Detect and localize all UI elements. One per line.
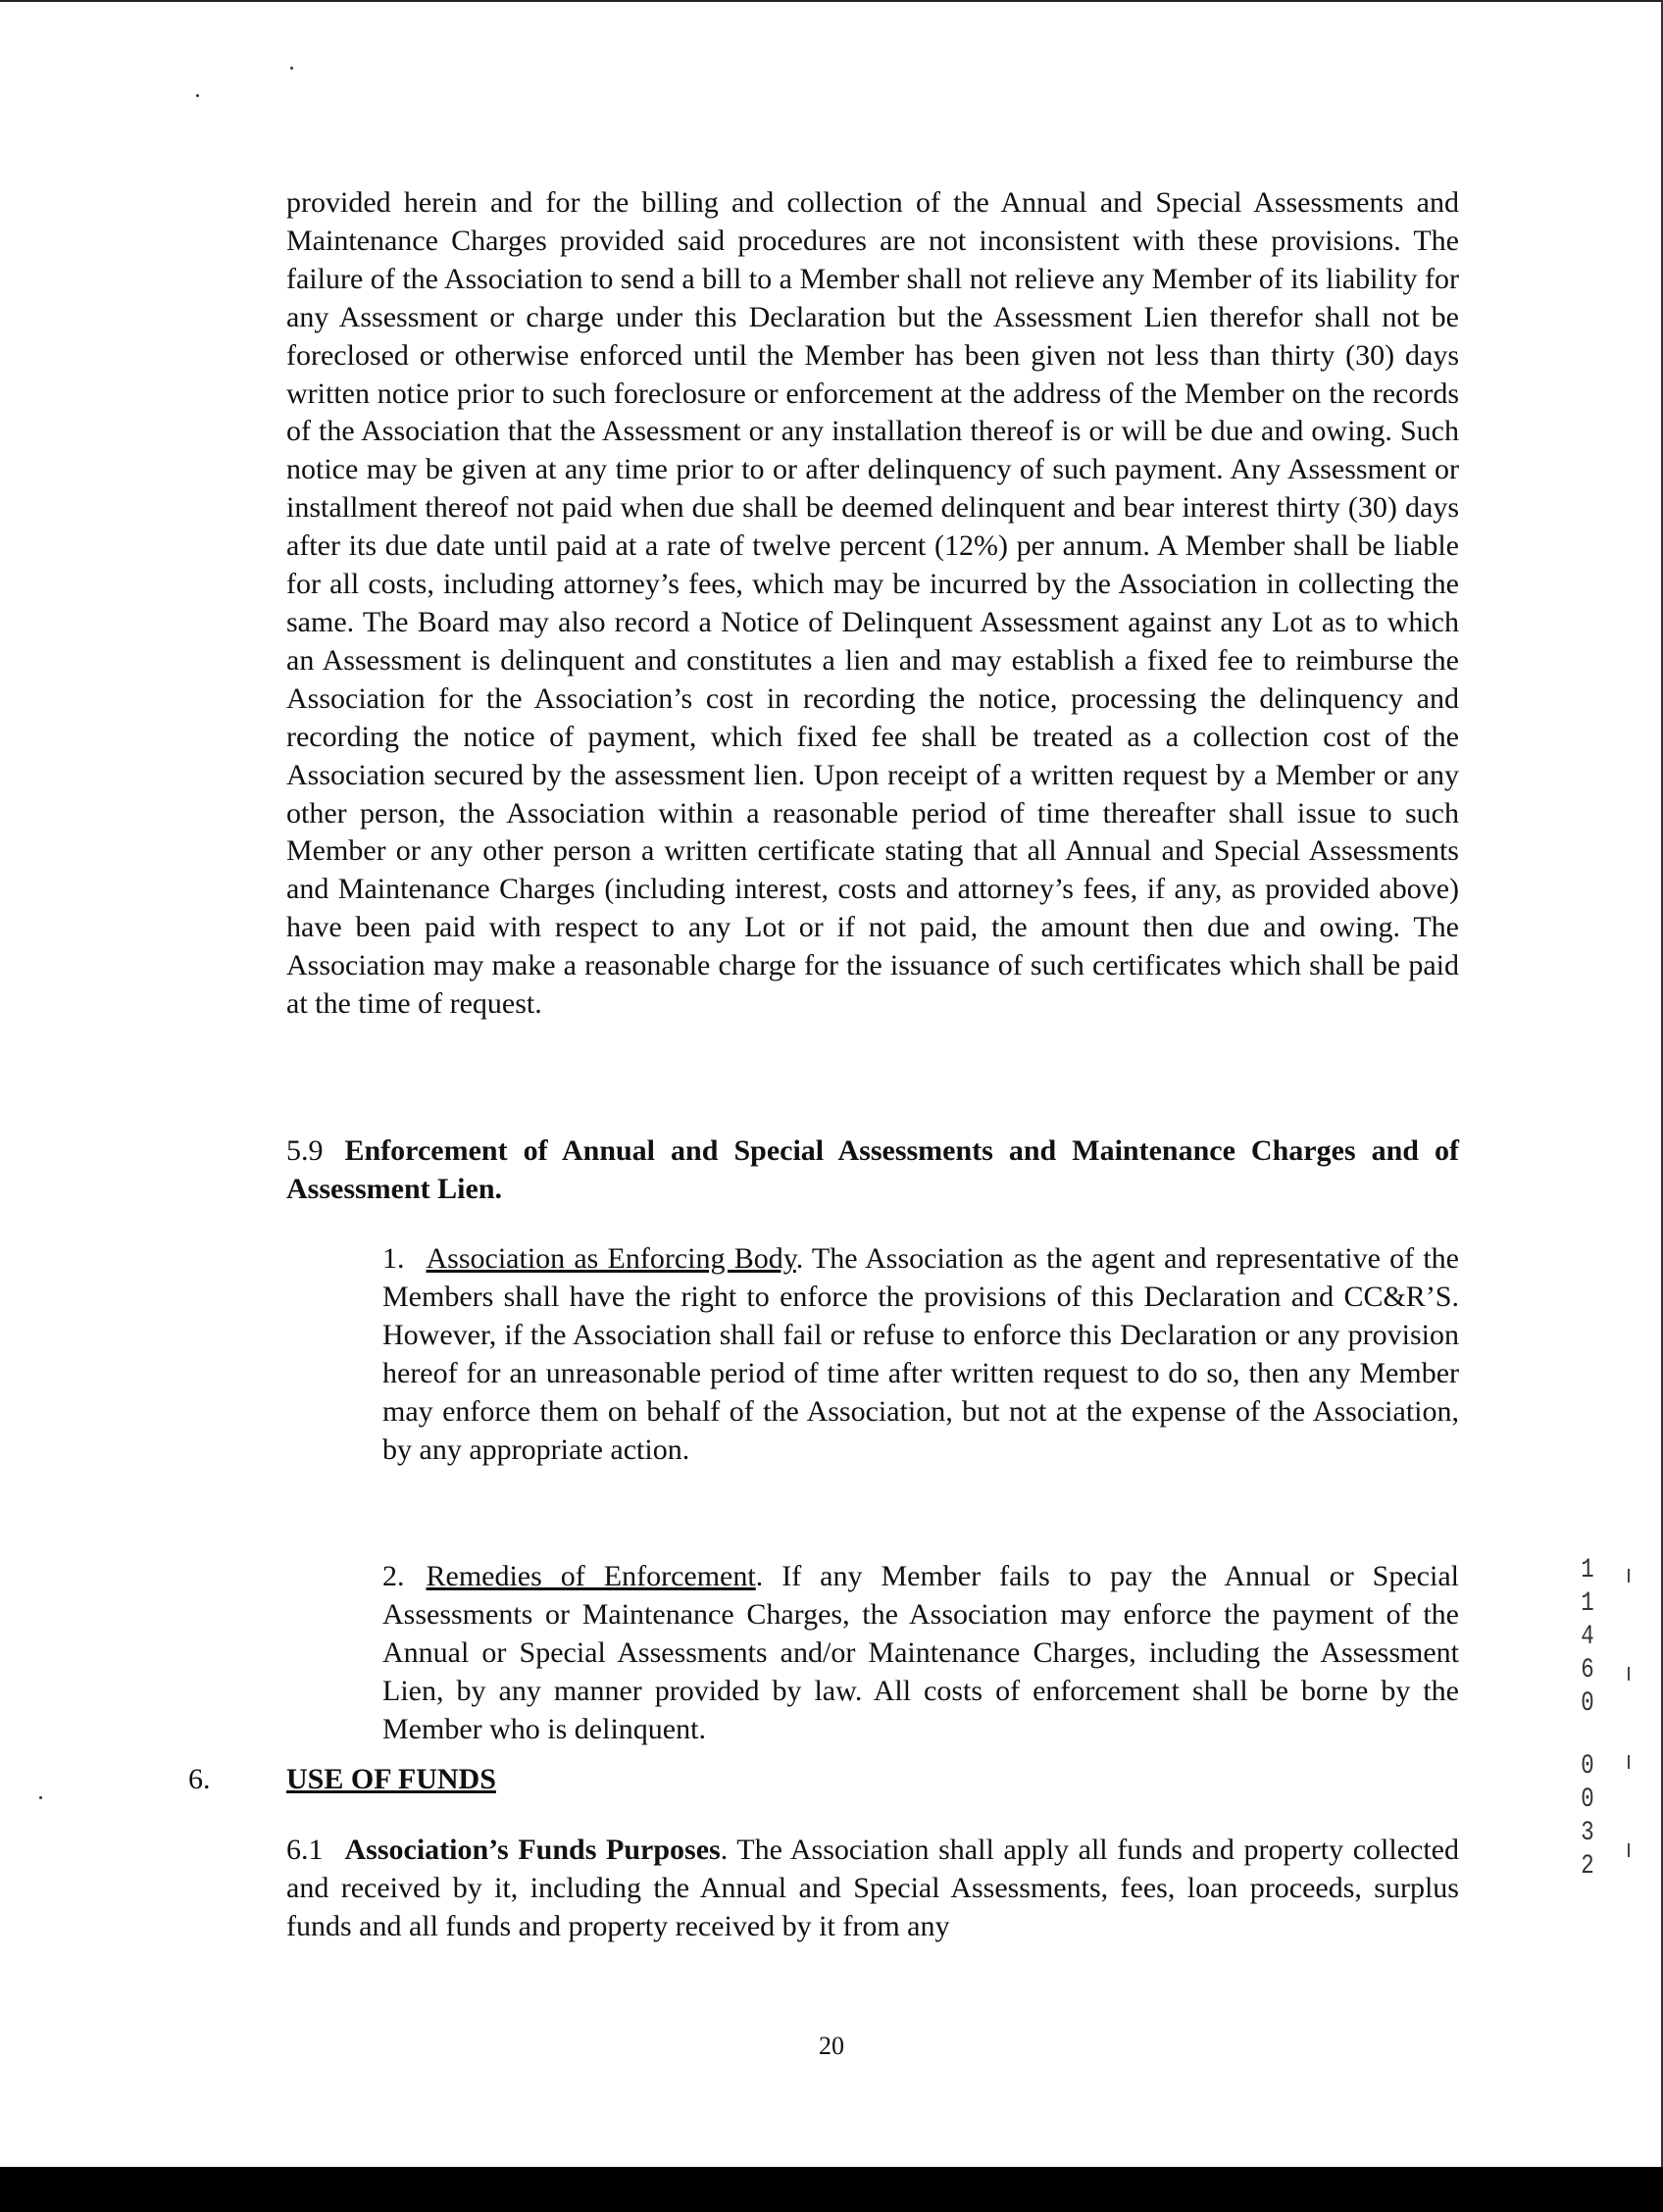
stamp-digit: 1 — [1581, 1588, 1594, 1619]
stamp-digit: 0 — [1581, 1751, 1594, 1782]
stamp-digit: 3 — [1581, 1818, 1594, 1848]
scan-bottom-border — [0, 2167, 1663, 2212]
section-6-1-number: 6.1 — [286, 1834, 324, 1866]
stamp-digit: 6 — [1581, 1655, 1594, 1685]
stamp-digit: 2 — [1581, 1851, 1594, 1882]
body-paragraph: provided herein and for the billing and collection of the Annual and Special Assessments and Maintenance Charges provided said procedures are not inconsistent with these provisions. The failure of the Association to send a bill to a Member shall not relieve any Member of its liability for any Assessment or charge under this Declaration but the Assessment Lien therefor shall not be foreclosed or otherwise enforced until the Member has been given not less than thirty (30) days written notice prior to such foreclosure or enforcement at the address of the Member on the records of the Association that the Assessment or any installation thereof is or will be due and owing. Such notice may be given at any time prior to or after delinquency of such payment. Any Assessment or installment thereof not paid when due shall be deemed delinquent and bear interest thirty (30) days after its due date until paid at a rate of twelve percent (12%) per annum. A Member shall be liable for all costs, including attorney’s fees, which may be incurred by the Association in collecting the same. The Board may also record a Notice of Delinquent Assessment against any Lot as to which an Assessment is delinquent and constitutes a lien and may establish a fixed fee to reimburse the Association for the Association’s cost in recording the notice, processing the delinquency and recording the notice of payment, which fixed fee shall be treated as a collection cost of the Association secured by the assessment lien. Upon receipt of a written request by a Member or any other person, the Association within a reasonable period of time thereafter shall issue to such Member or any other person a written certificate stating that all Annual and Special Assessments and Maintenance Charges (including interest, costs and attorney’s fees, if any, as provided above) have been paid with respect to any Lot or if not paid, the amount then due and owing. The Association may make a reasonable charge for the issuance of such certificates which shall be paid at the time of request. — [286, 186, 1459, 1021]
margin-stamp — [1576, 1554, 1599, 1884]
scan-speck — [39, 1796, 42, 1799]
page-number: 20 — [819, 2032, 844, 2060]
stamp-digit: 0 — [1581, 1688, 1594, 1719]
item-2-text: . If any Member fails to pay the Annual or Special Assessments or Maintenance Charges, the Association may enforce the payment of the Annual or Special Assessments and/or Maintenance Charges, including the Assessment Lien, by any manner provided by law. All costs of enforcement shall be borne by the Member who is delinquent. — [382, 1560, 1459, 1745]
stamp-digit: 4 — [1581, 1622, 1594, 1652]
stamp-gap — [1576, 1721, 1599, 1750]
section-5-9-title: Enforcement of Annual and Special Assessments and Maintenance Charges and of Assessment Lien. — [286, 1134, 1459, 1205]
section-5-9-heading — [286, 1132, 1459, 1209]
stamp-digit: 0 — [1581, 1785, 1594, 1815]
scan-top-edge — [0, 0, 1663, 2]
scan-speck — [196, 94, 199, 97]
section-6-1-text: . The Association shall apply all funds and property collected and received by it, including the Annual and Special Assessments, fees, loan proceeds, surplus funds and all funds and property received by it from any — [286, 1834, 1459, 1942]
item-1-number: 1. — [382, 1242, 405, 1275]
section-6-1-title: Association’s Funds Purposes — [344, 1834, 721, 1866]
scan-speck — [290, 67, 293, 70]
scan-mark — [1628, 1569, 1630, 1583]
section-6-1-paragraph — [286, 1832, 1459, 1946]
stamp-digit: 1 — [1581, 1555, 1594, 1585]
item-1-text: . The Association as the agent and representative of the Members shall have the right to enforce the provisions of this Declaration and CC&R’S. However, if the Association shall fail or refuse to enforce this Declaration or any provision hereof for an unreasonable period of time after written request to do so, then any Member may enforce them on behalf of the Association, but not at the expense of the Association, by any appropriate action. — [382, 1242, 1459, 1466]
scan-mark — [1628, 1755, 1630, 1769]
section-6-title: USE OF FUNDS — [286, 1763, 496, 1795]
item-1-title: Association as Enforcing Body — [426, 1242, 796, 1275]
item-2-paragraph — [382, 1558, 1459, 1749]
item-1-paragraph — [382, 1240, 1459, 1469]
section-5-9-number: 5.9 — [286, 1134, 324, 1167]
section-6-number: 6. — [188, 1763, 211, 1795]
scan-mark — [1628, 1667, 1630, 1681]
item-2-number: 2. — [382, 1560, 405, 1592]
item-2-title: Remedies of Enforcement — [426, 1560, 756, 1592]
scan-mark — [1628, 1843, 1630, 1857]
